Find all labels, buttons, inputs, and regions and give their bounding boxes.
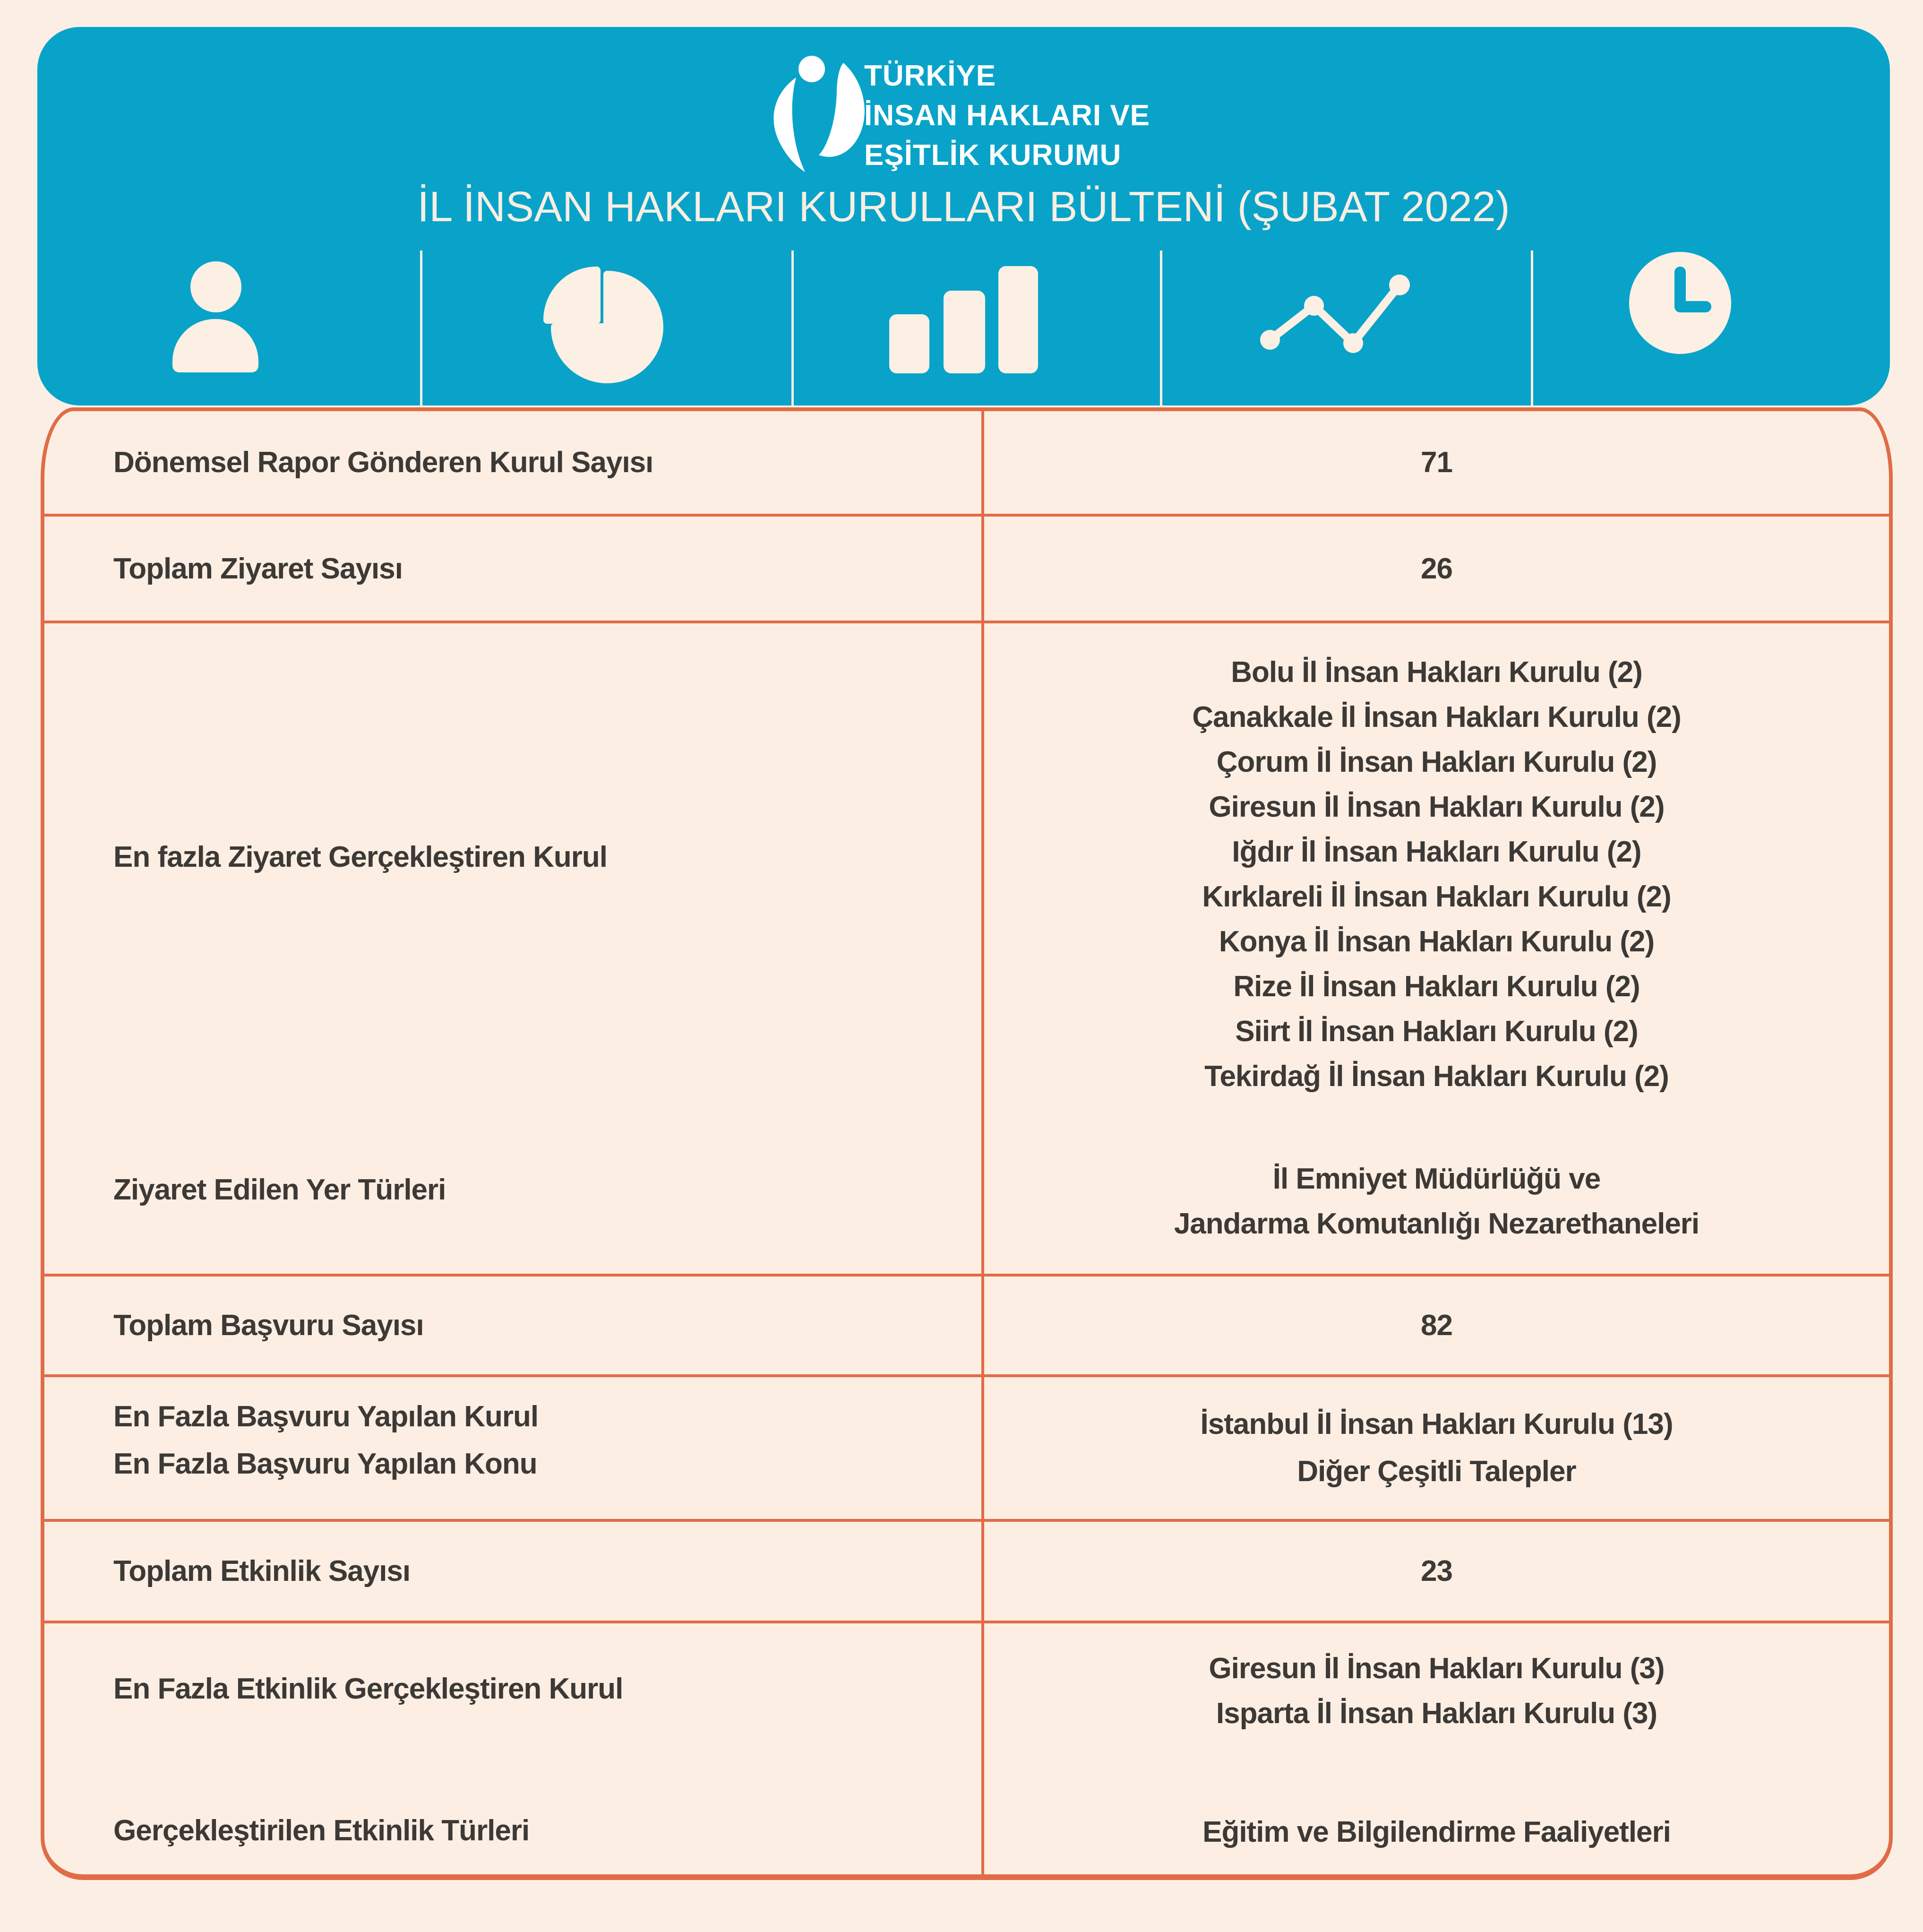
- row-value-group: [984, 1377, 1889, 1519]
- row-label: Ziyaret Edilen Yer Türleri: [113, 1173, 446, 1206]
- icon-divider: [1531, 250, 1533, 405]
- row-label: Toplam Başvuru Sayısı: [44, 1276, 984, 1374]
- stats-table: [41, 407, 1893, 1880]
- table-row: [44, 1623, 1889, 1874]
- visit-board-item: Çanakkale İl İnsan Hakları Kurulu (2): [1192, 701, 1681, 733]
- row-label: Toplam Etkinlik Sayısı: [44, 1522, 984, 1621]
- bar-chart-icon-bar: [944, 291, 985, 373]
- visit-board-item: Rize İl İnsan Hakları Kurulu (2): [1233, 970, 1640, 1003]
- row-value: 26: [1421, 552, 1452, 585]
- table-row: [44, 1522, 1889, 1623]
- visit-board-item: Kırklareli İl İnsan Hakları Kurulu (2): [1202, 880, 1671, 913]
- row-label: Toplam Ziyaret Sayısı: [44, 517, 984, 621]
- icon-divider: [791, 250, 794, 405]
- visit-board-item: Bolu İl İnsan Hakları Kurulu (2): [1231, 656, 1642, 689]
- visit-board-item: Çorum İl İnsan Hakları Kurulu (2): [1216, 746, 1657, 778]
- line-chart-icon: [1256, 271, 1417, 365]
- row-value: 82: [1421, 1309, 1452, 1342]
- row-label: Gerçekleştirilen Etkinlik Türleri: [113, 1814, 530, 1847]
- header-card: [37, 27, 1890, 405]
- row-label: En Fazla Etkinlik Gerçekleştiren Kurul: [113, 1673, 623, 1705]
- table-row: [44, 1377, 1889, 1522]
- table-row: [44, 517, 1889, 623]
- icon-divider: [420, 250, 422, 405]
- event-board-group: [984, 1646, 1889, 1736]
- bar-chart-icon-bar: [889, 314, 929, 373]
- visit-board-item: Konya İl İnsan Hakları Kurulu (2): [1219, 925, 1655, 958]
- event-board-item: Giresun İl İnsan Hakları Kurulu (3): [1209, 1652, 1665, 1685]
- visit-board-item: Iğdır İl İnsan Hakları Kurulu (2): [1232, 836, 1641, 868]
- logo-line-3: EŞİTLİK KURUMU: [864, 139, 1122, 172]
- logo-line-2: İNSAN HAKLARI VE: [864, 99, 1150, 132]
- logo-text: [864, 56, 1150, 175]
- row-value-group: [984, 1623, 1889, 1874]
- row-value: 71: [1421, 446, 1452, 479]
- row-value-group: [984, 623, 1889, 1274]
- event-type-value: Eğitim ve Bilgilendirme Faaliyetleri: [1202, 1816, 1671, 1848]
- row-label: En Fazla Başvuru Yapılan Kurul: [113, 1400, 539, 1433]
- visit-board-item: Giresun İl İnsan Hakları Kurulu (2): [1209, 791, 1665, 823]
- table-row: [44, 411, 1889, 517]
- row-label-group: [44, 1377, 984, 1519]
- row-label: En fazla Ziyaret Gerçekleştiren Kurul: [113, 841, 607, 873]
- visit-board-item: Tekirdağ İl İnsan Hakları Kurulu (2): [1204, 1060, 1669, 1093]
- icon-divider: [1160, 250, 1162, 405]
- row-value: Diğer Çeşitli Talepler: [1297, 1455, 1576, 1488]
- page-title: İL İNSAN HAKLARI KURULLARI BÜLTENİ (ŞUBAT 2022): [417, 183, 1510, 231]
- table-row: [44, 1276, 1889, 1377]
- place-type-line: Jandarma Komutanlığı Nezarethaneleri: [1174, 1208, 1700, 1240]
- row-label-group: [44, 623, 984, 1274]
- table-row: [44, 623, 1889, 1276]
- person-icon-head: [190, 261, 241, 312]
- logo-line-1: TÜRKİYE: [864, 60, 996, 92]
- place-type-line: İl Emniyet Müdürlüğü ve: [1272, 1163, 1601, 1195]
- row-label: En Fazla Başvuru Yapılan Konu: [113, 1448, 537, 1480]
- pie-chart-icon: [543, 265, 676, 392]
- clock-icon: [1628, 251, 1732, 355]
- visit-board-item: Siirt İl İnsan Hakları Kurulu (2): [1235, 1015, 1638, 1048]
- row-label-group: [44, 1623, 984, 1874]
- person-icon-body: [172, 319, 258, 372]
- row-value: İstanbul İl İnsan Hakları Kurulu (13): [1200, 1408, 1673, 1440]
- event-board-item: Isparta İl İnsan Hakları Kurulu (3): [1216, 1697, 1657, 1730]
- row-label: Dönemsel Rapor Gönderen Kurul Sayısı: [44, 411, 984, 514]
- bar-chart-icon-bar: [998, 266, 1038, 373]
- row-value: 23: [1421, 1555, 1452, 1587]
